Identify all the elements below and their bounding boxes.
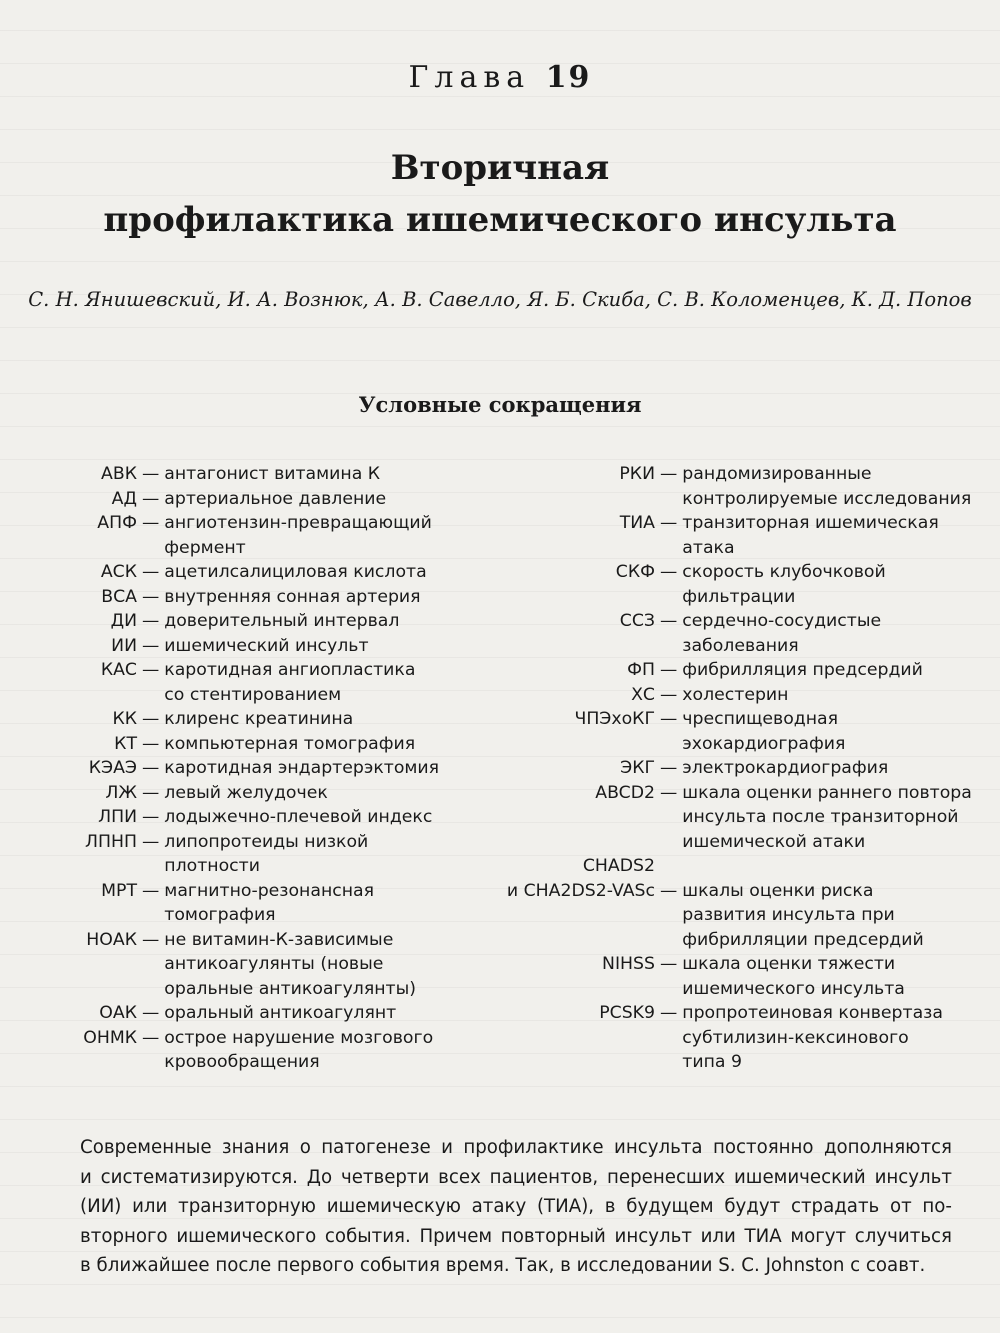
abbreviation-entry: [20, 805, 490, 830]
em-dash: —: [142, 562, 160, 582]
abbreviation-definition: шкалы оценки риска развития инсульта при фибрилляции предсердий: [682, 880, 924, 950]
abbreviation-term: НОАК: [86, 929, 137, 950]
abbreviations-list-right: [480, 462, 980, 1075]
abbreviation-term: ТИА: [619, 513, 655, 533]
abbreviation-definition: клиренс креатинина: [164, 709, 354, 729]
abbreviation-term: ВСА: [101, 586, 137, 607]
em-dash: —: [142, 733, 160, 754]
em-dash: —: [142, 831, 160, 852]
em-dash: —: [660, 562, 678, 582]
abbreviation-entry: [20, 634, 490, 659]
em-dash: —: [142, 635, 160, 656]
abbreviation-entry: [20, 560, 490, 585]
abbreviation-entry: [480, 1001, 980, 1075]
abbreviation-definition: каротидная эндартерэктомия: [164, 758, 440, 778]
abbreviation-definition: липопротеиды низкой плотности: [164, 831, 369, 876]
em-dash: —: [142, 782, 160, 803]
chapter-number: 19: [545, 60, 592, 95]
abbreviation-term: ЭКГ: [620, 758, 655, 778]
abbreviation-entry: [20, 928, 490, 1002]
abbreviation-definition: скорость клубочковой фильтрации: [682, 562, 886, 607]
abbreviation-term: КАС: [100, 660, 137, 680]
em-dash: —: [142, 807, 160, 827]
abbreviation-entry: [20, 830, 490, 879]
em-dash: —: [660, 1003, 678, 1023]
abbreviation-entry: [20, 609, 490, 634]
paragraph-line: Современные знания о патогенезе и профилактике инсульта постоянно дополняются: [80, 1137, 952, 1158]
abbreviations-list-left: [20, 462, 490, 1075]
abbreviation-term: ЧПЭхоКГ: [574, 709, 655, 729]
abbreviation-entry: [20, 781, 490, 806]
abbreviation-term: ОАК: [99, 1003, 137, 1023]
em-dash: —: [142, 586, 160, 607]
abbreviation-entry: [20, 585, 490, 610]
abbreviation-entry: [480, 952, 980, 1001]
chapter-heading: [0, 60, 1000, 95]
abbreviation-entry: [480, 683, 980, 708]
abbreviation-entry: [20, 732, 490, 757]
abbreviation-term: ЛПИ: [98, 807, 137, 827]
abbreviation-definition: левый желудочек: [164, 782, 328, 803]
em-dash: —: [660, 758, 678, 778]
abbreviation-entry: [480, 609, 980, 658]
abbreviation-definition: шкала оценки раннего повтора инсульта после транзиторной ишемической атаки: [682, 782, 972, 852]
abbreviation-definition: доверительный интервал: [164, 611, 400, 631]
paragraph-line: вторного ишемического события. Причем повторный инсульт или ТИА могут случиться: [80, 1225, 952, 1247]
abbreviation-entry: [20, 1001, 490, 1026]
abbreviation-term: ЛЖ: [105, 782, 137, 803]
em-dash: —: [660, 464, 678, 484]
abbreviation-definition: транзиторная ишемическая атака: [682, 513, 939, 558]
abbreviation-definition: сердечно-сосудистые заболевания: [682, 611, 882, 656]
abbreviation-term: ХС: [631, 684, 655, 705]
abbreviation-entry: [480, 462, 980, 511]
abbreviation-term: АД: [111, 488, 137, 509]
abbreviation-entry: [480, 511, 980, 560]
abbreviation-entry: [20, 487, 490, 512]
em-dash: —: [660, 880, 678, 901]
em-dash: —: [660, 954, 678, 974]
abbreviation-term: АПФ: [97, 513, 137, 533]
paragraph-line: в ближайшее после первого события время. Так, в исследовании S. C. Johnston с соавт.: [80, 1255, 926, 1276]
abbreviation-term: PCSK9: [599, 1003, 655, 1023]
abbreviation-definition: компьютерная томография: [164, 733, 416, 754]
abbreviation-term: ОНМК: [83, 1027, 137, 1048]
em-dash: —: [660, 513, 678, 533]
abbreviation-term: АСК: [100, 562, 137, 582]
abbreviation-definition: фибрилляция предсердий: [682, 660, 923, 680]
abbreviation-definition: оральный антикоагулянт: [164, 1003, 397, 1023]
em-dash: —: [660, 611, 678, 631]
abbreviation-term: РКИ: [619, 464, 655, 484]
abbreviation-entry: [20, 1026, 490, 1075]
em-dash: —: [660, 709, 678, 729]
em-dash: —: [660, 782, 678, 803]
abbreviation-definition: шкала оценки тяжести ишемического инсульта: [682, 954, 905, 999]
abbreviation-term: КК: [112, 709, 137, 729]
abbreviation-entry: [20, 879, 490, 928]
paragraph-line: (ИИ) или транзиторную ишемическую атаку (ТИА), в будущем будут страдать от по-: [80, 1196, 952, 1217]
abbreviation-term: ЛПНП: [85, 831, 137, 852]
abbreviation-definition: электрокардиография: [682, 758, 889, 778]
em-dash: —: [142, 513, 160, 533]
abbreviation-term: СКФ: [615, 562, 655, 582]
abbreviation-term: CHADS2 и CHA2DS2-VASc: [506, 856, 655, 901]
em-dash: —: [660, 684, 678, 705]
abbreviation-definition: лодыжечно-плечевой индекс: [164, 807, 433, 827]
abbreviation-term: ИИ: [111, 635, 137, 656]
abbreviation-definition: артериальное давление: [164, 488, 387, 509]
title-line-2: профилактика ишемического инсульта: [103, 200, 897, 240]
em-dash: —: [142, 464, 160, 484]
authors-line: С. Н. Янишевский, И. А. Вознюк, А. В. Савелло, Я. Б. Скиба, С. В. Коломенцев, К. Д. Попов: [28, 288, 972, 311]
abbreviation-term: ДИ: [110, 611, 137, 631]
em-dash: —: [142, 611, 160, 631]
abbreviation-entry: [480, 756, 980, 781]
em-dash: —: [660, 660, 678, 680]
abbreviation-entry: [20, 707, 490, 732]
em-dash: —: [142, 929, 160, 950]
abbreviation-definition: рандомизированные контролируемые исследования: [682, 464, 972, 509]
abbreviation-definition: не витамин-К-зависимые антикоагулянты (новые оральные антикоагулянты): [164, 929, 416, 999]
abbreviation-definition: острое нарушение мозгового кровообращения: [164, 1027, 434, 1072]
abbreviation-term: ФП: [627, 660, 655, 680]
abbreviation-term: МРТ: [101, 880, 137, 901]
abbreviation-entry: [480, 854, 980, 952]
abbreviation-definition: чреспищеводная эхокардиография: [682, 709, 846, 754]
abbreviation-definition: пропротеиновая конвертаза субтилизин-кексинового типа 9: [682, 1003, 943, 1072]
abbreviation-entry: [20, 462, 490, 487]
abbreviation-definition: магнитно-резонансная томография: [164, 880, 375, 925]
em-dash: —: [142, 880, 160, 901]
paragraph-line: и систематизируются. До четверти всех пациентов, перенесших ишемический инсульт: [80, 1166, 952, 1188]
abbreviation-definition: каротидная ангиопластика со стентированием: [164, 660, 416, 705]
chapter-word: Глава: [408, 60, 531, 95]
abbreviation-definition: ишемический инсульт: [164, 635, 369, 656]
abbreviation-term: КЭАЭ: [88, 758, 137, 778]
abbreviation-term: КТ: [114, 733, 137, 754]
em-dash: —: [142, 488, 160, 509]
em-dash: —: [142, 709, 160, 729]
title-line-1: Вторичная: [390, 148, 610, 188]
abbreviation-definition: внутренняя сонная артерия: [164, 586, 421, 607]
abbreviation-entry: [480, 781, 980, 855]
abbreviation-definition: ацетилсалициловая кислота: [164, 562, 427, 582]
em-dash: —: [142, 758, 160, 778]
abbreviation-term: ABCD2: [595, 782, 655, 803]
chapter-title: [0, 142, 1000, 246]
abbreviations-heading: Условные сокращения: [358, 392, 642, 417]
abbreviation-term: ССЗ: [619, 611, 655, 631]
body-paragraph: [80, 1133, 952, 1281]
abbreviation-entry: [480, 658, 980, 683]
abbreviation-entry: [20, 511, 490, 560]
em-dash: —: [142, 660, 160, 680]
abbreviation-entry: [480, 707, 980, 756]
abbreviation-term: NIHSS: [602, 954, 655, 974]
abbreviation-definition: ангиотензин-превращающий фермент: [164, 513, 432, 558]
abbreviation-term: АВК: [101, 464, 137, 484]
em-dash: —: [142, 1003, 160, 1023]
abbreviation-definition: антагонист витамина К: [164, 464, 381, 484]
abbreviation-entry: [480, 560, 980, 609]
abbreviation-entry: [20, 658, 490, 707]
abbreviation-entry: [20, 756, 490, 781]
em-dash: —: [142, 1027, 160, 1048]
abbreviation-definition: холестерин: [682, 684, 789, 705]
